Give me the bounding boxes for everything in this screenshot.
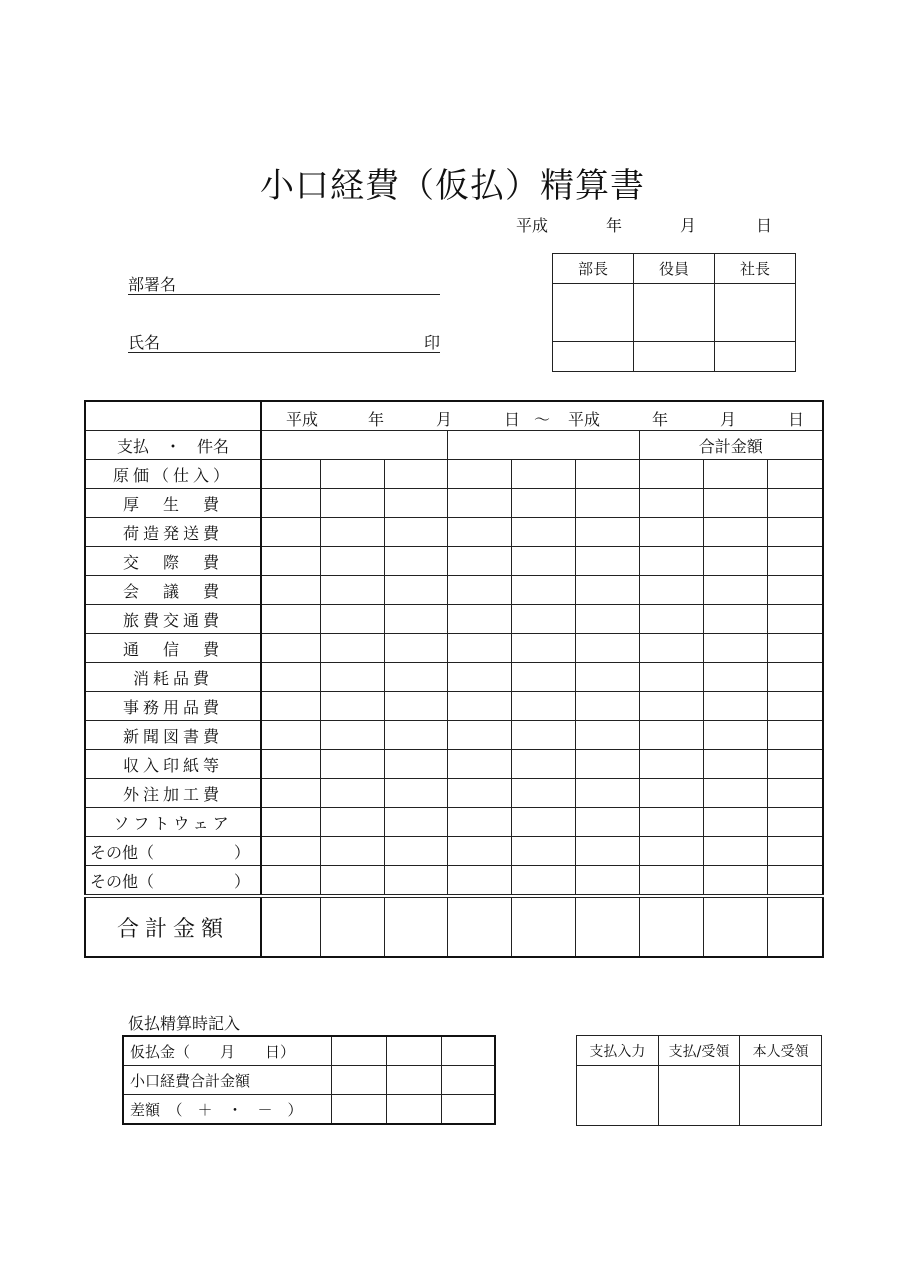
amount-cell[interactable]	[384, 518, 447, 547]
amount-cell[interactable]	[703, 518, 767, 547]
amount-cell[interactable]	[639, 721, 703, 750]
amount-cell[interactable]	[447, 808, 511, 837]
amount-cell[interactable]	[320, 837, 384, 866]
amount-cell[interactable]	[575, 460, 639, 489]
seal-mark: 印	[423, 333, 440, 352]
expense-category-label: 原価（仕入）	[85, 460, 261, 489]
approval-stamp-cell[interactable]	[715, 284, 796, 342]
date-month: 月	[680, 216, 697, 235]
settlement-amount-cell[interactable]	[331, 1036, 386, 1066]
name-label: 氏名	[128, 333, 161, 352]
amount-cell[interactable]	[384, 489, 447, 518]
amount-cell[interactable]	[511, 460, 575, 489]
amount-cell[interactable]	[767, 779, 823, 808]
amount-cell[interactable]	[511, 663, 575, 692]
amount-cell[interactable]	[447, 634, 511, 663]
amount-cell[interactable]	[767, 547, 823, 576]
settlement-row	[123, 1066, 495, 1095]
period-corner	[85, 401, 261, 431]
department-label: 部署名	[128, 275, 177, 294]
department-field[interactable]	[128, 272, 440, 295]
amount-cell[interactable]	[703, 634, 767, 663]
amount-cell[interactable]	[384, 460, 447, 489]
amount-cell[interactable]	[261, 547, 320, 576]
amount-cell[interactable]	[639, 779, 703, 808]
amount-cell[interactable]	[511, 779, 575, 808]
amount-cell[interactable]	[703, 663, 767, 692]
amount-cell[interactable]	[320, 489, 384, 518]
amount-cell[interactable]	[384, 547, 447, 576]
amount-cell[interactable]	[384, 837, 447, 866]
settlement-amount-cell[interactable]	[441, 1036, 495, 1066]
expense-category-label: 荷造発送費	[85, 518, 261, 547]
total-label: 合計金額	[85, 896, 261, 957]
amount-cell[interactable]	[261, 460, 320, 489]
amount-cell[interactable]	[511, 576, 575, 605]
settlement-title: 仮払精算時記入	[128, 1014, 241, 1033]
amount-cell[interactable]	[261, 518, 320, 547]
amount-cell[interactable]	[703, 460, 767, 489]
expense-row	[85, 634, 823, 663]
amount-cell[interactable]	[511, 896, 575, 957]
amount-cell[interactable]	[767, 663, 823, 692]
amount-cell[interactable]	[447, 837, 511, 866]
amount-cell[interactable]	[639, 605, 703, 634]
amount-cell[interactable]	[575, 663, 639, 692]
expense-category-label: 会 議 費	[85, 576, 261, 605]
amount-cell[interactable]	[320, 605, 384, 634]
amount-cell[interactable]	[384, 721, 447, 750]
amount-cell[interactable]	[767, 837, 823, 866]
approval-table	[552, 253, 796, 372]
settlement-amount-cell[interactable]	[441, 1066, 495, 1095]
amount-cell[interactable]	[767, 576, 823, 605]
stamp-table	[576, 1035, 822, 1126]
approval-header-officer: 役員	[634, 254, 715, 284]
amount-cell[interactable]	[639, 547, 703, 576]
amount-cell[interactable]	[447, 750, 511, 779]
settlement-amount-cell[interactable]	[386, 1066, 441, 1095]
amount-cell[interactable]	[767, 808, 823, 837]
amount-cell[interactable]	[575, 779, 639, 808]
approval-stamp-cell[interactable]	[634, 284, 715, 342]
amount-cell[interactable]	[575, 518, 639, 547]
period-year-2: 年	[652, 410, 669, 429]
settlement-row	[123, 1095, 495, 1125]
approval-header-manager: 部長	[553, 254, 634, 284]
period-era-1: 平成	[286, 410, 319, 429]
amount-cell[interactable]	[447, 460, 511, 489]
expense-category-label: ソフトウェア	[85, 808, 261, 837]
settlement-amount-cell[interactable]	[441, 1095, 495, 1125]
payment-header: 支払 ・ 件名	[85, 431, 261, 460]
expense-row	[85, 518, 823, 547]
amount-cell[interactable]	[511, 837, 575, 866]
period-tilde: ～	[534, 410, 551, 429]
amount-cell[interactable]	[767, 896, 823, 957]
settlement-row	[123, 1036, 495, 1066]
expense-row	[85, 750, 823, 779]
amount-cell[interactable]	[511, 750, 575, 779]
amount-cell[interactable]	[447, 896, 511, 957]
settlement-amount-cell[interactable]	[331, 1095, 386, 1125]
approval-date-cell[interactable]	[553, 342, 634, 372]
amount-cell[interactable]	[703, 489, 767, 518]
expense-category-label: 通 信 費	[85, 634, 261, 663]
amount-cell[interactable]	[447, 663, 511, 692]
amount-cell[interactable]	[320, 808, 384, 837]
amount-cell[interactable]	[320, 663, 384, 692]
amount-cell[interactable]	[320, 460, 384, 489]
amount-cell[interactable]	[447, 605, 511, 634]
settlement-label: 差額 （ ＋ ・ － ）	[123, 1095, 331, 1125]
amount-cell[interactable]	[261, 663, 320, 692]
expense-category-label: 外注加工費	[85, 779, 261, 808]
amount-cell[interactable]	[639, 692, 703, 721]
amount-cell[interactable]	[261, 779, 320, 808]
stamp-cell[interactable]	[658, 1066, 740, 1126]
amount-cell[interactable]	[384, 896, 447, 957]
expense-category-label: 旅費交通費	[85, 605, 261, 634]
amount-cell[interactable]	[261, 837, 320, 866]
item-name-cell[interactable]	[447, 431, 639, 460]
approval-date-cell[interactable]	[715, 342, 796, 372]
expense-category-label: 新聞図書費	[85, 721, 261, 750]
amount-cell[interactable]	[261, 896, 320, 957]
settlement-table	[122, 1035, 496, 1125]
amount-cell[interactable]	[511, 721, 575, 750]
amount-cell[interactable]	[639, 460, 703, 489]
amount-cell[interactable]	[639, 518, 703, 547]
amount-cell[interactable]	[384, 576, 447, 605]
amount-cell[interactable]	[703, 866, 767, 897]
amount-cell[interactable]	[639, 576, 703, 605]
amount-cell[interactable]	[575, 896, 639, 957]
amount-cell[interactable]	[320, 721, 384, 750]
amount-cell[interactable]	[384, 779, 447, 808]
amount-cell[interactable]	[575, 547, 639, 576]
amount-cell[interactable]	[639, 866, 703, 897]
stamp-header-payment-input: 支払入力	[577, 1036, 659, 1066]
amount-cell[interactable]	[703, 896, 767, 957]
settlement-amount-cell[interactable]	[386, 1095, 441, 1125]
stamp-cell[interactable]	[740, 1066, 822, 1126]
name-field[interactable]	[128, 330, 440, 353]
amount-cell[interactable]	[575, 866, 639, 897]
amount-cell[interactable]	[320, 866, 384, 897]
amount-cell[interactable]	[511, 518, 575, 547]
total-header: 合計金額	[639, 431, 823, 460]
expense-category-label: 収入印紙等	[85, 750, 261, 779]
stamp-header-self-receipt: 本人受領	[740, 1036, 822, 1066]
settlement-label: 小口経費合計金額	[123, 1066, 331, 1095]
approval-stamp-cell[interactable]	[553, 284, 634, 342]
amount-cell[interactable]	[703, 721, 767, 750]
amount-cell[interactable]	[261, 605, 320, 634]
amount-cell[interactable]	[703, 605, 767, 634]
date-year: 年	[606, 216, 623, 235]
amount-cell[interactable]	[511, 692, 575, 721]
amount-cell[interactable]	[767, 866, 823, 897]
expense-category-label: 厚 生 費	[85, 489, 261, 518]
amount-cell[interactable]	[447, 518, 511, 547]
amount-cell[interactable]	[261, 750, 320, 779]
amount-cell[interactable]	[767, 750, 823, 779]
stamp-cell[interactable]	[577, 1066, 659, 1126]
amount-cell[interactable]	[703, 750, 767, 779]
expense-row	[85, 663, 823, 692]
amount-cell[interactable]	[511, 808, 575, 837]
amount-cell[interactable]	[384, 605, 447, 634]
period-year-1: 年	[368, 410, 385, 429]
period-header	[261, 401, 823, 431]
expense-row	[85, 605, 823, 634]
expense-category-label: 事務用品費	[85, 692, 261, 721]
amount-cell[interactable]	[511, 634, 575, 663]
amount-cell[interactable]	[639, 808, 703, 837]
amount-cell[interactable]	[320, 750, 384, 779]
expense-row	[85, 460, 823, 489]
stamp-header-payment-receipt: 支払/受領	[658, 1036, 740, 1066]
amount-cell[interactable]	[261, 692, 320, 721]
expense-row	[85, 837, 823, 866]
amount-cell[interactable]	[511, 547, 575, 576]
amount-cell[interactable]	[261, 634, 320, 663]
amount-cell[interactable]	[575, 721, 639, 750]
expense-row	[85, 779, 823, 808]
amount-cell[interactable]	[767, 634, 823, 663]
expense-row	[85, 489, 823, 518]
amount-cell[interactable]	[261, 866, 320, 897]
amount-cell[interactable]	[447, 721, 511, 750]
amount-cell[interactable]	[703, 692, 767, 721]
amount-cell[interactable]	[639, 896, 703, 957]
amount-cell[interactable]	[511, 866, 575, 897]
amount-cell[interactable]	[575, 489, 639, 518]
amount-cell[interactable]	[767, 518, 823, 547]
expense-row	[85, 808, 823, 837]
amount-cell[interactable]	[384, 808, 447, 837]
amount-cell[interactable]	[511, 489, 575, 518]
amount-cell[interactable]	[767, 721, 823, 750]
amount-cell[interactable]	[575, 808, 639, 837]
approval-header-president: 社長	[715, 254, 796, 284]
amount-cell[interactable]	[767, 692, 823, 721]
amount-cell[interactable]	[575, 605, 639, 634]
period-month-2: 月	[720, 410, 737, 429]
amount-cell[interactable]	[703, 547, 767, 576]
item-name-cell[interactable]	[261, 431, 447, 460]
amount-cell[interactable]	[767, 460, 823, 489]
amount-cell[interactable]	[639, 489, 703, 518]
amount-cell[interactable]	[261, 576, 320, 605]
amount-cell[interactable]	[639, 837, 703, 866]
amount-cell[interactable]	[384, 750, 447, 779]
date-day: 日	[756, 216, 773, 235]
expense-row	[85, 692, 823, 721]
amount-cell[interactable]	[703, 837, 767, 866]
amount-cell[interactable]	[447, 489, 511, 518]
period-era-2: 平成	[568, 410, 601, 429]
amount-cell[interactable]	[320, 576, 384, 605]
amount-cell[interactable]	[320, 634, 384, 663]
amount-cell[interactable]	[320, 547, 384, 576]
period-month-1: 月	[436, 410, 453, 429]
amount-cell[interactable]	[703, 779, 767, 808]
expense-table	[84, 400, 824, 958]
amount-cell[interactable]	[639, 634, 703, 663]
amount-cell[interactable]	[320, 518, 384, 547]
amount-cell[interactable]	[575, 576, 639, 605]
date-era: 平成	[516, 216, 549, 235]
amount-cell[interactable]	[575, 692, 639, 721]
settlement-amount-cell[interactable]	[386, 1036, 441, 1066]
amount-cell[interactable]	[767, 605, 823, 634]
amount-cell[interactable]	[261, 721, 320, 750]
expense-row	[85, 576, 823, 605]
amount-cell[interactable]	[639, 750, 703, 779]
amount-cell[interactable]	[261, 808, 320, 837]
amount-cell[interactable]	[575, 837, 639, 866]
amount-cell[interactable]	[320, 779, 384, 808]
amount-cell[interactable]	[575, 750, 639, 779]
expense-row	[85, 721, 823, 750]
amount-cell[interactable]	[767, 489, 823, 518]
amount-cell[interactable]	[447, 576, 511, 605]
amount-cell[interactable]	[384, 663, 447, 692]
amount-cell[interactable]	[639, 663, 703, 692]
amount-cell[interactable]	[447, 866, 511, 897]
expense-category-label[interactable]: その他（ ）	[85, 837, 261, 866]
amount-cell[interactable]	[384, 866, 447, 897]
settlement-label: 仮払金（ 月 日）	[123, 1036, 331, 1066]
expense-category-label: 交 際 費	[85, 547, 261, 576]
amount-cell[interactable]	[261, 489, 320, 518]
period-day-1: 日	[504, 410, 521, 429]
amount-cell[interactable]	[511, 605, 575, 634]
approval-date-cell[interactable]	[634, 342, 715, 372]
amount-cell[interactable]	[575, 634, 639, 663]
amount-cell[interactable]	[447, 779, 511, 808]
amount-cell[interactable]	[703, 576, 767, 605]
settlement-amount-cell[interactable]	[331, 1066, 386, 1095]
page-title: 小口経費（仮払）精算書	[260, 166, 645, 206]
expense-row	[85, 547, 823, 576]
expense-category-label[interactable]: その他（ ）	[85, 866, 261, 897]
expense-row	[85, 866, 823, 897]
amount-cell[interactable]	[320, 692, 384, 721]
expense-category-label: 消耗品費	[85, 663, 261, 692]
amount-cell[interactable]	[447, 692, 511, 721]
period-day-2: 日	[788, 410, 805, 429]
amount-cell[interactable]	[703, 808, 767, 837]
amount-cell[interactable]	[447, 547, 511, 576]
amount-cell[interactable]	[384, 634, 447, 663]
amount-cell[interactable]	[384, 692, 447, 721]
amount-cell[interactable]	[320, 896, 384, 957]
